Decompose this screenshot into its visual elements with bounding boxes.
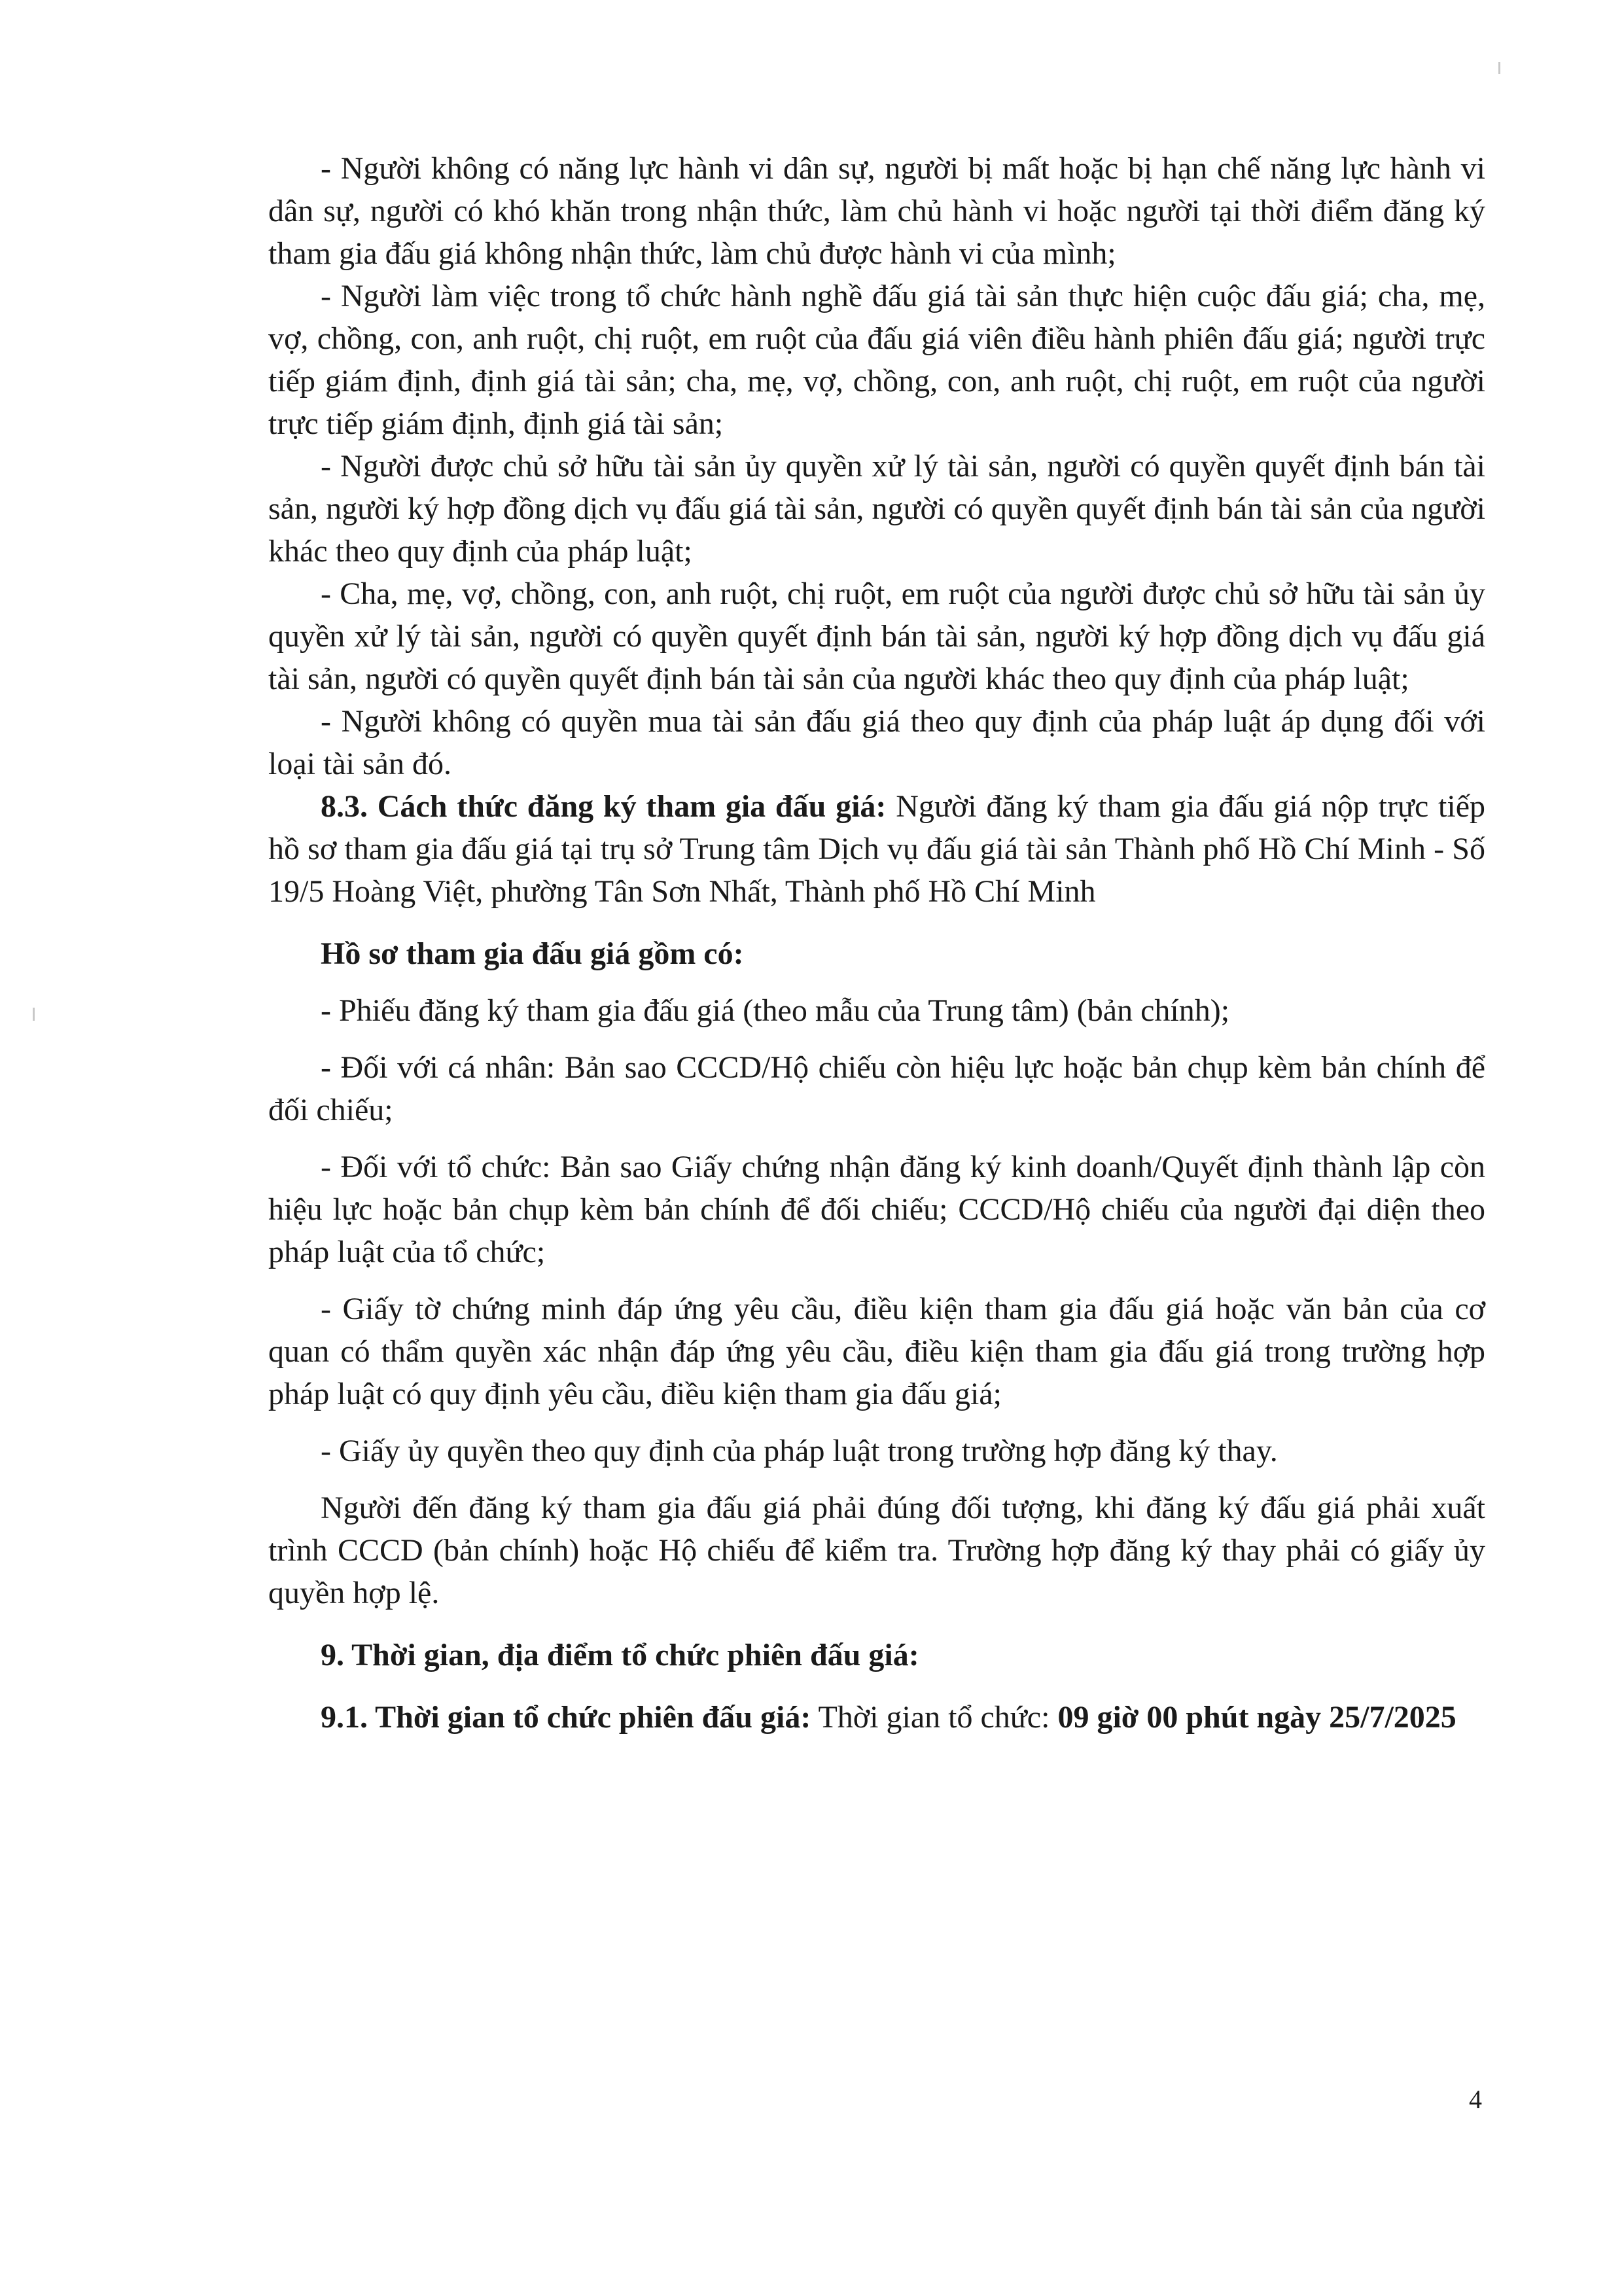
section-9-1 <box>268 1696 1485 1739</box>
paragraph-ineligible-auction-staff: - Người làm việc trong tổ chức hành nghề đấu giá tài sản thực hiện cuộc đấu giá; cha, mẹ, vợ, chồng, con, anh ruột, chị ruột, em ruột của đấu giá viên điều hành phiên đấu giá; người trực tiếp giám định, định giá tài sản; cha, mẹ, vợ, chồng, con, anh ruột, chị ruột, em ruột của người trực tiếp giám định, định giá tài sản; <box>268 279 1485 441</box>
section-8-3-text: Người đăng ký tham gia đấu giá nộp trực tiếp hồ sơ tham gia đấu giá tại trụ sở Trung tâm Dịch vụ đấu giá tài sản Thành phố Hồ Chí Minh - Số 19/5 Hoàng Việt, phường Tân Sơn Nhất, Thành phố Hồ Chí Minh <box>268 789 1486 909</box>
section-9-heading: 9. Thời gian, địa điểm tổ chức phiên đấu giá: <box>321 1638 919 1672</box>
section-9-1-text: Thời gian tổ chức: <box>811 1700 1058 1735</box>
paragraph-ineligible-relatives: - Cha, mẹ, vợ, chồng, con, anh ruột, chị ruột, em ruột của người được chủ sở hữu tài sản ủy quyền xử lý tài sản, người có quyền quyết định bán tài sản, người ký hợp đồng dịch vụ đấu giá tài sản, người có quyền quyết định bán tài sản của người khác theo quy định của pháp luật; <box>268 576 1485 696</box>
registrant-note: Người đến đăng ký tham gia đấu giá phải đúng đối tượng, khi đăng ký đấu giá phải xuất trình CCCD (bản chính) hoặc Hộ chiếu để kiểm tra. Trường hợp đăng ký thay phải có giấy ủy quyền hợp lệ. <box>268 1491 1485 1610</box>
dossier-heading: Hồ sơ tham gia đấu giá gồm có: <box>321 936 744 971</box>
page-number: 4 <box>1469 2085 1482 2114</box>
dossier-item-organization: - Đối với tổ chức: Bản sao Giấy chứng nhận đăng ký kinh doanh/Quyết định thành lập còn hiệu lực hoặc bản chụp kèm bản chính để đối chiếu; CCCD/Hộ chiếu của người đại diện theo pháp luật của tổ chức; <box>268 1150 1485 1269</box>
section-8-3-heading: 8.3. Cách thức đăng ký tham gia đấu giá: <box>321 789 887 824</box>
section-9-1-time: 09 giờ 00 phút ngày 25/7/2025 <box>1057 1700 1456 1735</box>
dossier-item-individual: - Đối với cá nhân: Bản sao CCCD/Hộ chiếu còn hiệu lực hoặc bản chụp kèm bản chính để đối chiếu; <box>268 1050 1485 1127</box>
paragraph-ineligible-no-right: - Người không có quyền mua tài sản đấu giá theo quy định của pháp luật áp dụng đối với loại tài sản đó. <box>268 704 1485 781</box>
scan-edge-mark-left <box>33 1008 35 1021</box>
scan-edge-mark-right <box>1498 62 1500 74</box>
dossier-item-registration-form: - Phiếu đăng ký tham gia đấu giá (theo mẫu của Trung tâm) (bản chính); <box>321 993 1230 1028</box>
dossier-item-eligibility-proof: - Giấy tờ chứng minh đáp ứng yêu cầu, điều kiện tham gia đấu giá hoặc văn bản của cơ quan có thẩm quyền xác nhận đáp ứng yêu cầu, điều kiện tham gia đấu giá trong trường hợp pháp luật có quy định yêu cầu, điều kiện tham gia đấu giá; <box>268 1292 1485 1411</box>
section-8-3 <box>268 785 1485 913</box>
document-body <box>268 147 1485 1739</box>
dossier-item-power-of-attorney: - Giấy ủy quyền theo quy định của pháp luật trong trường hợp đăng ký thay. <box>321 1434 1278 1468</box>
paragraph-ineligible-authorized-persons: - Người được chủ sở hữu tài sản ủy quyền xử lý tài sản, người có quyền quyết định bán tài sản, người ký hợp đồng dịch vụ đấu giá tài sản, người có quyền quyết định bán tài sản của người khác theo quy định của pháp luật; <box>268 449 1485 569</box>
section-9-1-heading: 9.1. Thời gian tổ chức phiên đấu giá: <box>321 1700 811 1735</box>
paragraph-ineligible-incapacity: - Người không có năng lực hành vi dân sự, người bị mất hoặc bị hạn chế năng lực hành vi dân sự, người có khó khăn trong nhận thức, làm chủ hành vi hoặc người tại thời điểm đăng ký tham gia đấu giá không nhận thức, làm chủ được hành vi của mình; <box>268 151 1485 271</box>
